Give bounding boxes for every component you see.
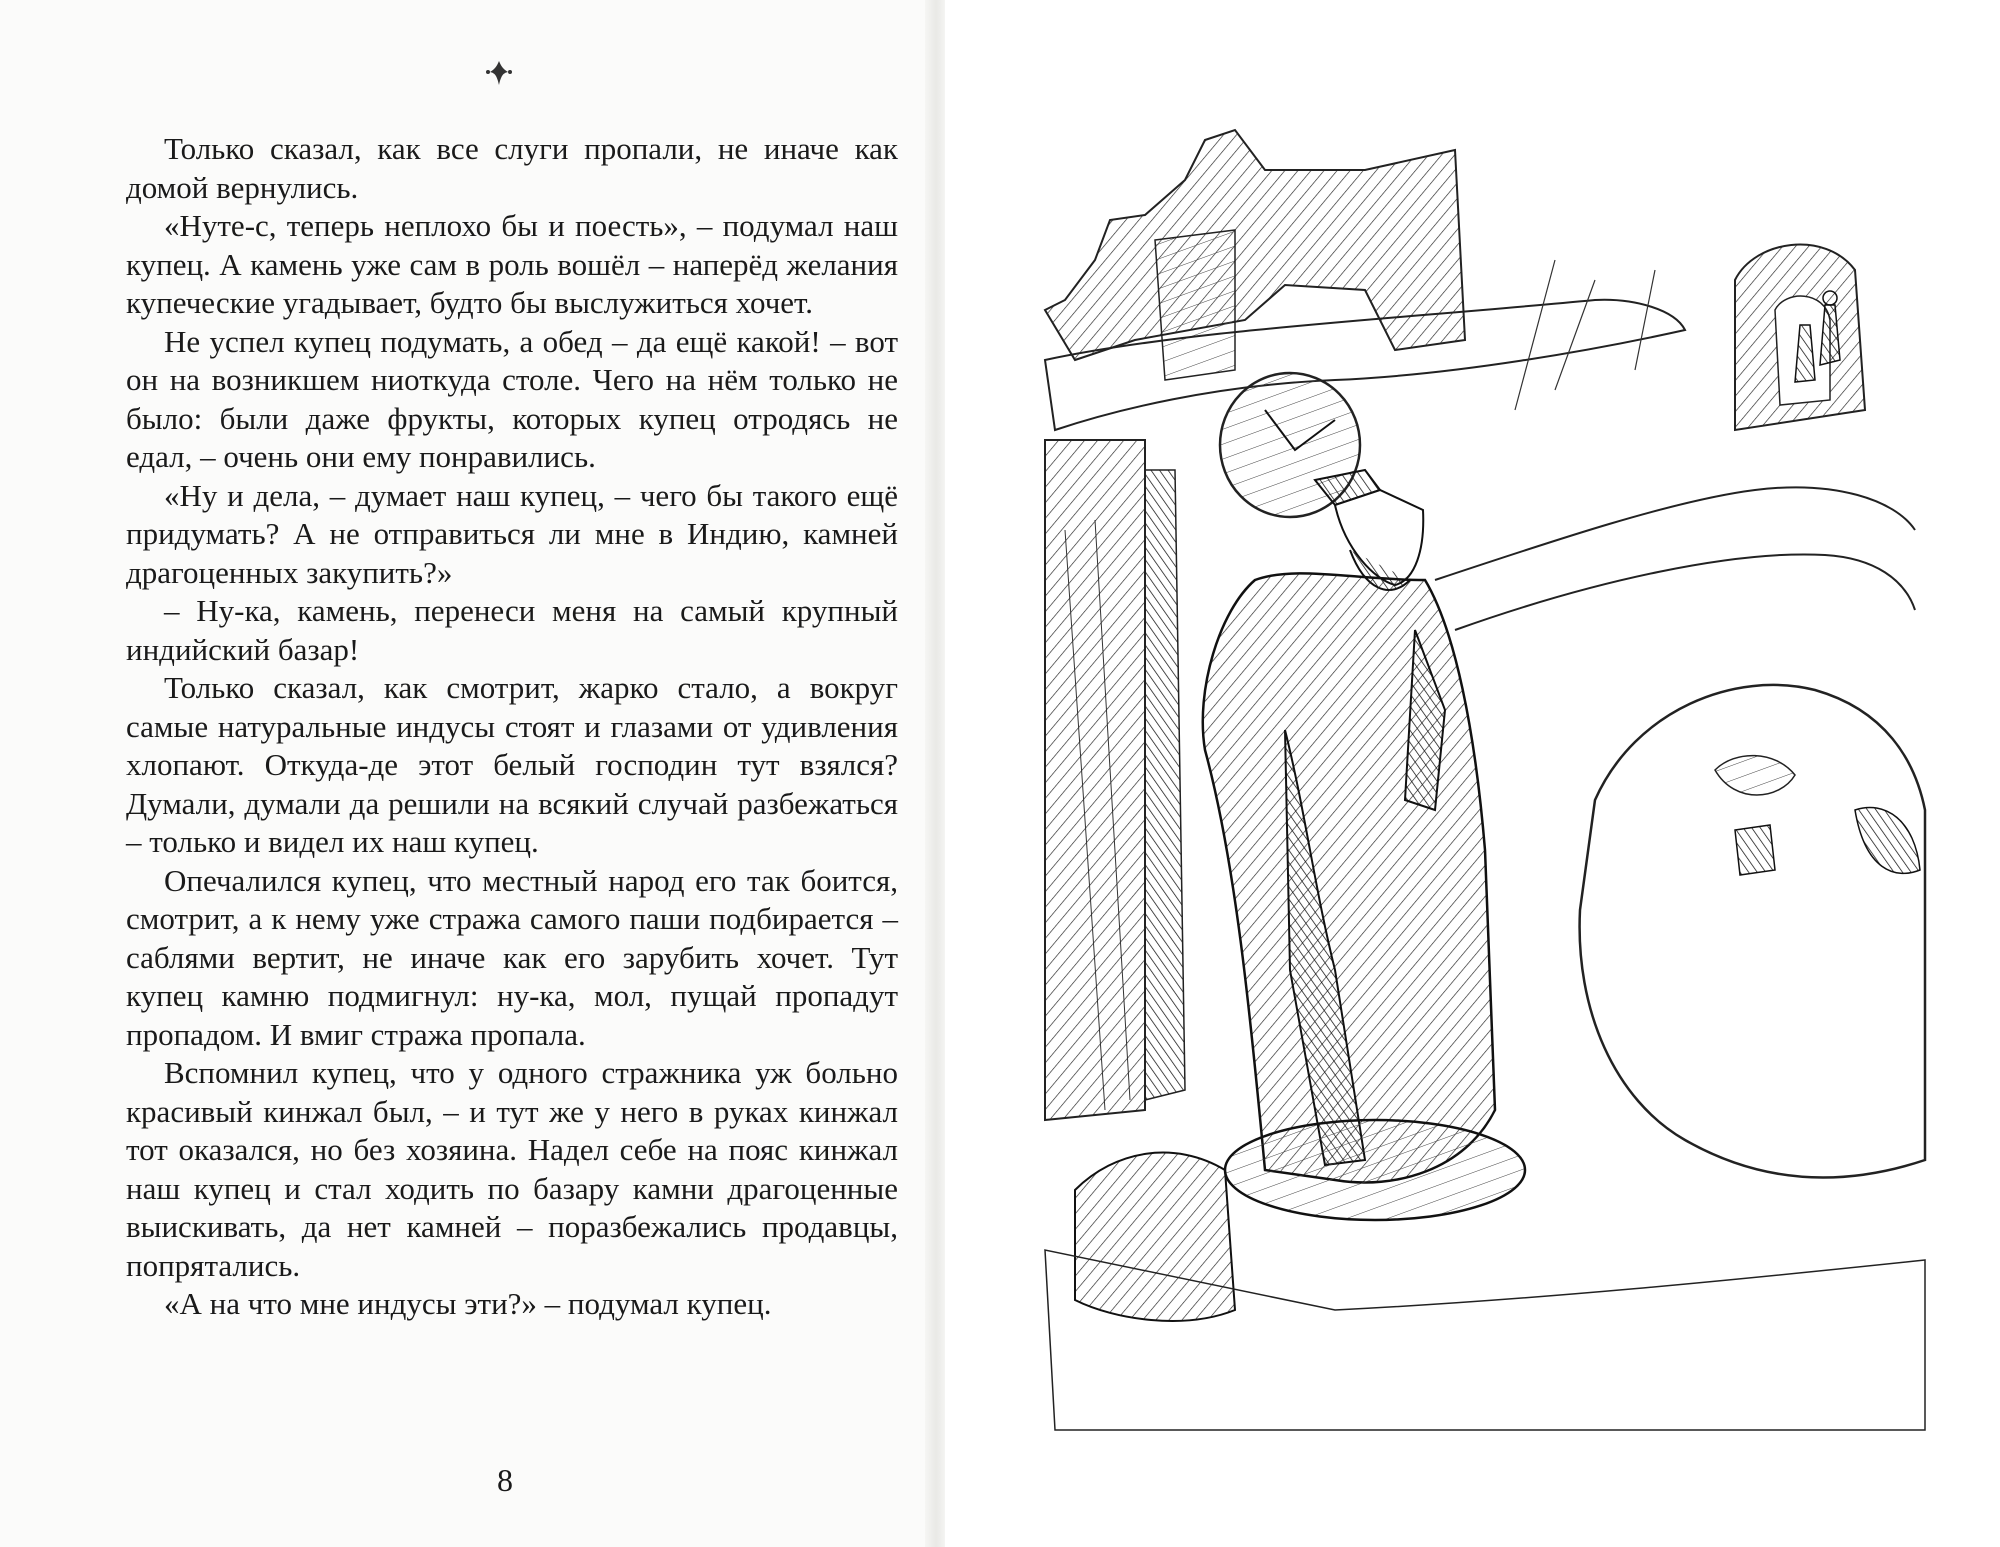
fleuron-icon <box>484 58 514 88</box>
bazaar-merchant-sketch-icon <box>1035 110 1940 1435</box>
paragraph: «Ну и дела, – думает наш купец, – чего бы такого ещё придумать? А не отправиться ли мне в Индию, камней драгоценных закупить?» <box>126 477 898 590</box>
paragraph: «А на что мне индусы эти?» – подумал купец. <box>164 1286 772 1321</box>
paragraph: – Ну-ка, камень, перенеси меня на самый крупный индийский базар! <box>126 593 898 667</box>
paragraph: Опечалился купец, что местный народ его так боится, смотрит, а к нему уже стража самого паши подбирается – саблями вертит, не иначе как его зарубить хочет. Тут купец камню подмигнул: ну-ка, мол, пущай пропадут пропадом. И вмиг стража пропала. <box>126 862 898 1052</box>
book-gutter <box>925 0 945 1547</box>
paragraph: Только сказал, как смотрит, жарко стало, а вокруг самые натуральные индусы стоят и глазами от удивления хлопают. Откуда-де этот белый господин тут взялся? Думали, думали да решили на всякий случай разбежаться – только и видел их наш купец. <box>126 670 898 859</box>
page-number: 8 <box>497 1462 513 1498</box>
left-page <box>0 0 935 1547</box>
paragraph: Только сказал, как все слуги пропали, не иначе как домой вернулись. <box>126 131 898 205</box>
paragraph: Вспомнил купец, что у одного стражника уж больно красивый кинжал был, – и тут же у него в руках кинжал тот оказался, но без хозяина. Надел себе на пояс кинжал наш купец и стал ходить по базару камни драгоценные выискивать, да нет камней – поразбежались продавцы, попрятались. <box>126 1055 898 1283</box>
body-text <box>126 130 898 1324</box>
paragraph: Не успел купец подумать, а обед – да ещё какой! – вот он на возникшем ниоткуда столе. Чего на нём только не было: были даже фрукты, которых купец отродясь не едал, – очень они ему понравились. <box>126 323 898 474</box>
paragraph: «Нуте-с, теперь неплохо бы и поесть», – подумал наш купец. А камень уже сам в роль вошёл – наперёд желания купеческие угадывает, будто бы выслужиться хочет. <box>126 208 898 320</box>
